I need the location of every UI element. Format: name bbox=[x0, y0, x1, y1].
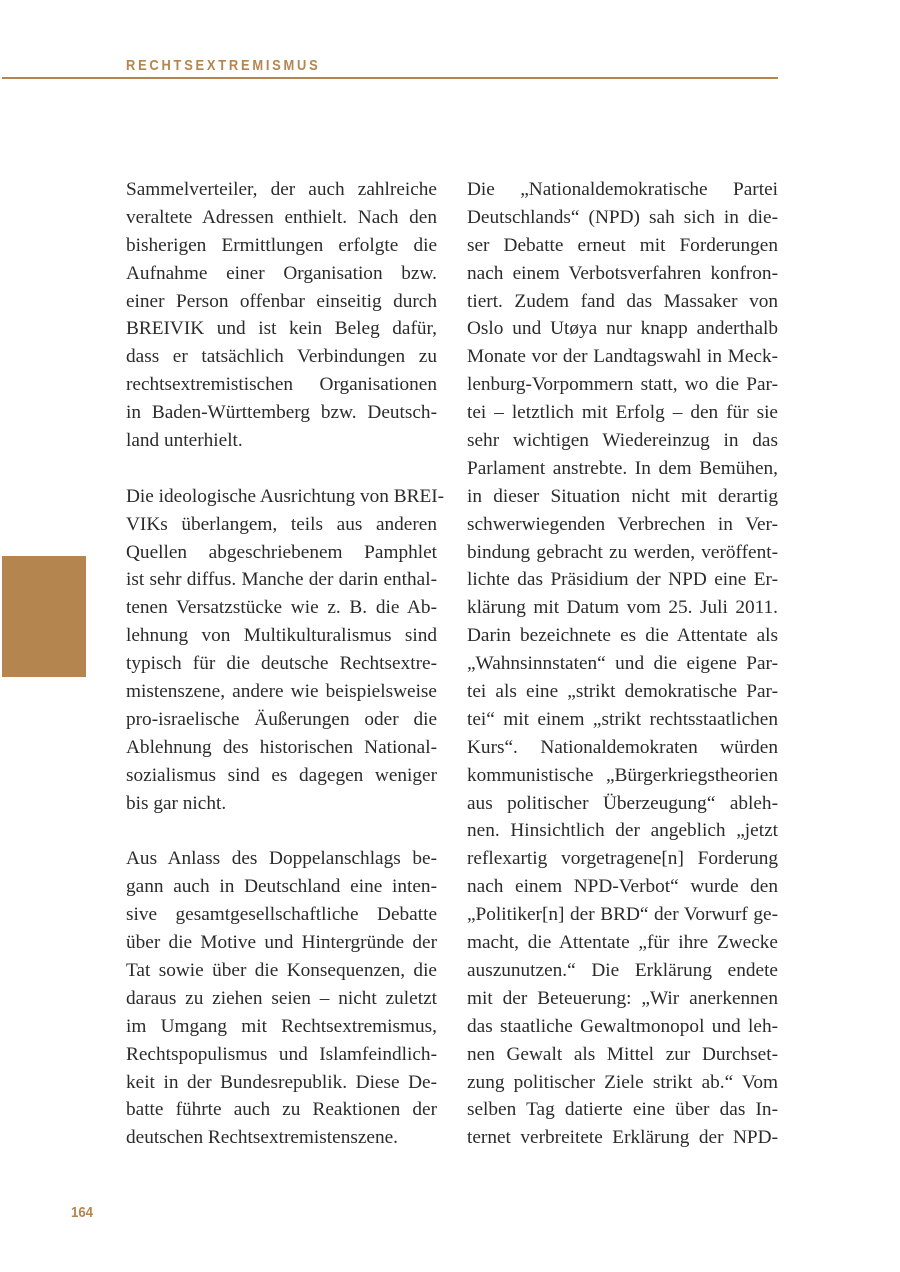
chapter-thumb-tab bbox=[2, 556, 86, 677]
text-line: in Baden-Württemberg bzw. Deutsch- bbox=[126, 402, 437, 424]
paragraph bbox=[467, 176, 778, 1152]
text-line: ternet verbreitete Erklärung der NPD- bbox=[467, 1127, 778, 1149]
text-line: sive gesamtgesellschaftliche Debatte bbox=[126, 904, 437, 926]
text-line: „Wahnsinnstaten“ und die eigene Par- bbox=[467, 653, 778, 675]
text-line: nach einem Verbotsverfahren konfron- bbox=[467, 262, 778, 284]
text-line: gann auch in Deutschland eine inten- bbox=[126, 876, 437, 898]
text-line: ser Debatte erneut mit Forderungen bbox=[467, 234, 778, 256]
paragraph-gap bbox=[126, 817, 437, 845]
text-line: lehnung von Multikulturalismus sind bbox=[126, 625, 437, 647]
text-line: klärung mit Datum vom 25. Juli 2011. bbox=[467, 597, 778, 619]
text-line: lenburg-Vorpommern statt, wo die Par- bbox=[467, 374, 778, 396]
text-line: bisherigen Ermittlungen erfolgte die bbox=[126, 234, 437, 256]
text-line: bis gar nicht. bbox=[126, 792, 227, 814]
text-line: batte führte auch zu Reaktionen der bbox=[126, 1099, 437, 1121]
text-line: tiert. Zudem fand das Massaker von bbox=[467, 290, 778, 312]
text-line: tei als eine „strikt demokratische Par- bbox=[467, 681, 778, 703]
text-line: sozialismus sind es dagegen weniger bbox=[126, 764, 437, 786]
text-line: schwerwiegenden Verbrechen in Ver- bbox=[467, 513, 778, 535]
text-line: reflexartig vorgetragene[n] Forderung bbox=[467, 848, 778, 870]
text-line: deutschen Rechtsextremistenszene. bbox=[126, 1127, 398, 1149]
text-line: Die „Nationaldemokratische Partei bbox=[467, 179, 778, 200]
left-text-column bbox=[126, 176, 445, 1152]
text-line: mistenszene, andere wie beispielsweise bbox=[126, 681, 437, 703]
text-line: Die ideologische Ausrichtung von BREI- bbox=[126, 485, 445, 507]
text-line: Parlament anstrebte. In dem Bemühen, bbox=[467, 457, 778, 479]
text-line: VIKs überlangem, teils aus anderen bbox=[126, 513, 437, 535]
text-line: sehr wichtigen Wiedereinzug in das bbox=[467, 430, 778, 452]
header-rule bbox=[2, 77, 778, 79]
text-line: auszunutzen.“ Die Erklärung endete bbox=[467, 959, 778, 981]
text-line: Tat sowie über die Konsequenzen, die bbox=[126, 959, 437, 981]
text-line: rechtsextremistischen Organisationen bbox=[126, 374, 437, 396]
text-line: tenen Versatzstücke wie z. B. die Ab- bbox=[126, 597, 437, 619]
text-line: BREIVIK und ist kein Beleg dafür, bbox=[126, 318, 437, 340]
text-line: Monate vor der Landtagswahl in Meck- bbox=[467, 346, 778, 368]
text-line: dass er tatsächlich Verbindungen zu bbox=[126, 346, 437, 368]
text-line: land unterhielt. bbox=[126, 430, 243, 452]
text-line: macht, die Attentate „für ihre Zwecke bbox=[467, 932, 778, 954]
page-number: 164 bbox=[71, 1204, 94, 1221]
text-line: tei“ mit einem „strikt rechtsstaatlichen bbox=[467, 708, 778, 730]
text-line: pro-israelische Äußerungen oder die bbox=[126, 708, 437, 730]
text-line: Oslo und Utøya nur knapp anderthalb bbox=[467, 318, 778, 340]
text-line: nach einem NPD-Verbot“ wurde den bbox=[467, 876, 778, 898]
text-line: veraltete Adressen enthielt. Nach den bbox=[126, 206, 437, 228]
text-line: Darin bezeichnete es die Attentate als bbox=[467, 625, 778, 647]
text-line: ist sehr diffus. Manche der darin enthal- bbox=[126, 569, 437, 591]
text-line: zung politischer Ziele strikt ab.“ Vom bbox=[467, 1071, 778, 1093]
text-line: einer Person offenbar einseitig durch bbox=[126, 290, 437, 312]
paragraph bbox=[126, 176, 437, 455]
text-line: im Umgang mit Rechtsextremismus, bbox=[126, 1015, 437, 1037]
text-line: Aus Anlass des Doppelanschlags be- bbox=[126, 848, 437, 870]
right-text-column bbox=[467, 176, 778, 1152]
text-line: das staatliche Gewaltmonopol und leh- bbox=[467, 1015, 778, 1037]
text-line: tei – letztlich mit Erfolg – den für sie bbox=[467, 402, 778, 424]
text-line: aus politischer Überzeugung“ ableh- bbox=[467, 792, 778, 814]
text-line: Deutschlands“ (NPD) sah sich in die- bbox=[467, 206, 778, 228]
paragraph bbox=[126, 845, 437, 1152]
text-line: mit der Beteuerung: „Wir anerkennen bbox=[467, 987, 778, 1009]
text-line: Rechtspopulismus und Islamfeindlich- bbox=[126, 1043, 437, 1065]
text-line: daraus zu ziehen seien – nicht zuletzt bbox=[126, 987, 437, 1009]
text-line: Ablehnung des historischen National- bbox=[126, 736, 437, 758]
running-head-title: RECHTSEXTREMISMUS bbox=[126, 57, 321, 74]
text-line: typisch für die deutsche Rechtsextre- bbox=[126, 653, 437, 675]
text-line: nen. Hinsichtlich der angeblich „jetzt bbox=[467, 820, 778, 842]
text-line: kommunistische „Bürgerkriegstheorien bbox=[467, 764, 778, 786]
text-line: bindung gebracht zu werden, veröffent- bbox=[467, 541, 778, 563]
text-line: Quellen abgeschriebenem Pamphlet bbox=[126, 541, 437, 563]
text-line: Sammelverteiler, der auch zahlreiche bbox=[126, 179, 437, 200]
text-line: nen Gewalt als Mittel zur Durchset- bbox=[467, 1043, 778, 1065]
text-line: Aufnahme einer Organisation bzw. bbox=[126, 262, 437, 284]
text-line: selben Tag datierte eine über das In- bbox=[467, 1099, 778, 1121]
text-line: Kurs“. Nationaldemokraten würden bbox=[467, 736, 778, 758]
text-line: keit in der Bundesrepublik. Diese De- bbox=[126, 1071, 437, 1093]
text-line: in dieser Situation nicht mit derartig bbox=[467, 485, 778, 507]
text-line: „Politiker[n] der BRD“ der Vorwurf ge- bbox=[467, 904, 778, 926]
text-line: über die Motive und Hintergründe der bbox=[126, 932, 437, 954]
text-line: lichte das Präsidium der NPD eine Er- bbox=[467, 569, 778, 591]
paragraph-gap bbox=[126, 455, 437, 483]
paragraph bbox=[126, 483, 445, 818]
